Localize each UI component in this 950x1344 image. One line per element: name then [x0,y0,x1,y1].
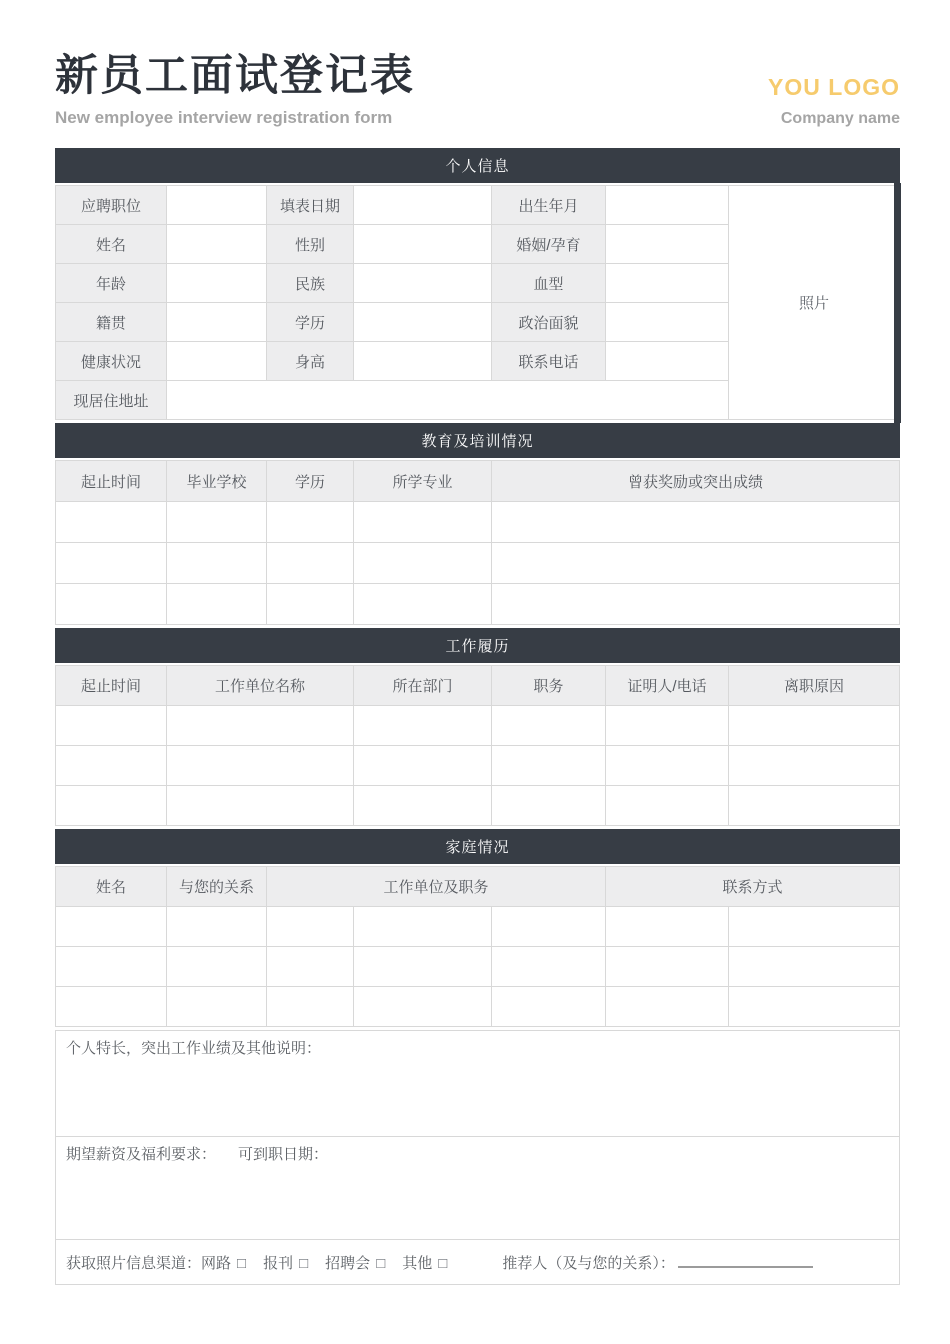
column-header: 起止时间 [56,666,166,705]
input-cell[interactable] [729,987,899,1026]
input-cell[interactable] [729,706,899,745]
option-jobfair: 招聘会 □ [325,1254,386,1272]
input-cell[interactable] [729,947,899,986]
input-cell[interactable] [167,225,266,263]
field-label-address: 现居住地址 [56,381,166,419]
field-label: 身高 [267,342,353,380]
input-cell[interactable] [354,907,491,946]
input-cell[interactable] [354,987,491,1026]
checkbox-icon[interactable]: □ [376,1254,386,1272]
checkbox-icon[interactable]: □ [299,1254,309,1272]
input-cell[interactable] [167,303,266,341]
work-table [55,665,900,826]
input-cell[interactable] [606,303,728,341]
field-label: 年龄 [56,264,166,302]
input-cell[interactable] [167,186,266,224]
form-sheet [55,0,900,1285]
input-cell[interactable] [267,907,353,946]
section-personal [55,148,900,420]
input-cell[interactable] [492,543,899,583]
field-label: 政治面貌 [492,303,605,341]
input-cell[interactable] [492,907,605,946]
referrer-field [502,1252,813,1273]
input-cell[interactable] [492,706,605,745]
input-cell[interactable] [56,947,166,986]
input-cell[interactable] [167,786,353,825]
input-cell[interactable] [606,947,728,986]
input-cell[interactable] [167,706,353,745]
column-header: 学历 [267,461,353,501]
option-other: 其他 □ [402,1254,448,1272]
referrer-label: 推荐人（及与您的关系）： [502,1254,675,1272]
input-cell[interactable] [267,584,353,624]
input-cell[interactable] [606,987,728,1026]
column-header: 联系方式 [606,867,899,906]
input-cell[interactable] [167,746,353,785]
section-header-work: 工作履历 [55,628,900,663]
field-label: 联系电话 [492,342,605,380]
column-header: 起止时间 [56,461,166,501]
input-cell[interactable] [267,987,353,1026]
strengths-label: 个人特长，突出工作业绩及其他说明： [66,1040,322,1058]
section-family [55,829,900,1027]
section-header-education: 教育及培训情况 [55,423,900,458]
input-cell[interactable] [354,706,491,745]
input-cell[interactable] [729,907,899,946]
company-name: Company name [780,110,900,128]
section-header-family: 家庭情况 [55,829,900,864]
field-label: 填表日期 [267,186,353,224]
column-header: 曾获奖励或突出成绩 [492,461,899,501]
page-subtitle: New employee interview registration form [55,108,393,128]
input-cell-address[interactable] [167,381,728,419]
page-title: 新员工面试登记表 [55,52,415,100]
referrer-fill-line[interactable] [678,1254,813,1268]
input-cell[interactable] [167,264,266,302]
input-cell[interactable] [354,342,491,380]
field-label: 健康状况 [56,342,166,380]
field-label: 民族 [267,264,353,302]
input-cell[interactable] [492,584,899,624]
input-cell[interactable] [606,264,728,302]
input-cell[interactable] [354,584,491,624]
input-cell[interactable] [354,303,491,341]
field-label: 姓名 [56,225,166,263]
input-cell[interactable] [354,947,491,986]
input-cell[interactable] [606,342,728,380]
input-cell[interactable] [729,746,899,785]
column-header: 所在部门 [354,666,491,705]
family-table [55,866,900,1027]
column-header: 证明人/电话 [606,666,728,705]
input-cell[interactable] [267,543,353,583]
input-cell[interactable] [492,746,605,785]
input-cell[interactable] [267,502,353,542]
input-cell[interactable] [167,907,266,946]
input-cell[interactable] [167,987,266,1026]
section-education [55,423,900,625]
salary-label: 期望薪资及福利要求： [66,1146,217,1164]
column-header: 离职原因 [729,666,899,705]
input-cell[interactable] [56,907,166,946]
personal-table [55,185,900,420]
input-cell[interactable] [354,746,491,785]
input-cell[interactable] [354,786,491,825]
input-cell[interactable] [354,186,491,224]
logo-block [768,74,900,128]
input-cell[interactable] [56,746,166,785]
photo-source-row [55,1239,900,1285]
input-cell[interactable] [56,502,166,542]
field-label: 血型 [492,264,605,302]
section-work [55,628,900,826]
input-cell[interactable] [354,502,491,542]
field-label: 学历 [267,303,353,341]
input-cell[interactable] [354,543,491,583]
column-header: 工作单位及职务 [267,867,605,906]
input-cell[interactable] [167,584,266,624]
input-cell[interactable] [606,907,728,946]
input-cell[interactable] [267,947,353,986]
column-header: 工作单位名称 [167,666,353,705]
input-cell[interactable] [167,543,266,583]
column-header: 与您的关系 [167,867,266,906]
column-header: 职务 [492,666,605,705]
input-cell[interactable] [354,264,491,302]
field-label: 籍贯 [56,303,166,341]
input-cell[interactable] [56,584,166,624]
input-cell[interactable] [56,987,166,1026]
input-cell[interactable] [606,706,728,745]
section-header-personal: 个人信息 [55,148,900,183]
title-block [55,54,415,128]
start-date-label: 可到职日期： [238,1146,329,1164]
salary-notes-area[interactable] [55,1136,900,1240]
field-label: 性别 [267,225,353,263]
option-newspaper: 报刊 □ [263,1254,309,1272]
input-cell[interactable] [729,786,899,825]
input-cell[interactable] [606,746,728,785]
input-cell[interactable] [606,186,728,224]
photo-source-label: 获取照片信息渠道： [66,1254,202,1272]
input-cell[interactable] [56,786,166,825]
input-cell[interactable] [167,947,266,986]
input-cell[interactable] [167,342,266,380]
education-table [55,460,900,625]
input-cell[interactable] [492,502,899,542]
field-label: 婚姻/孕育 [492,225,605,263]
input-cell[interactable] [492,987,605,1026]
input-cell[interactable] [606,786,728,825]
company-logo: YOU LOGO [768,74,900,101]
checkbox-icon[interactable]: □ [438,1254,448,1272]
field-label: 应聘职位 [56,186,166,224]
column-header: 所学专业 [354,461,491,501]
column-header: 姓名 [56,867,166,906]
page-header [55,0,900,128]
input-cell[interactable] [56,706,166,745]
checkbox-icon[interactable]: □ [237,1254,247,1272]
input-cell[interactable] [354,225,491,263]
option-web: 网路 □ [201,1254,247,1272]
field-label: 出生年月 [492,186,605,224]
input-cell[interactable] [606,225,728,263]
input-cell[interactable] [56,543,166,583]
column-header: 毕业学校 [167,461,266,501]
strengths-notes-area[interactable] [55,1030,900,1137]
input-cell[interactable] [492,786,605,825]
input-cell[interactable] [167,502,266,542]
input-cell[interactable] [492,947,605,986]
photo-placeholder[interactable]: 照片 [729,186,899,419]
